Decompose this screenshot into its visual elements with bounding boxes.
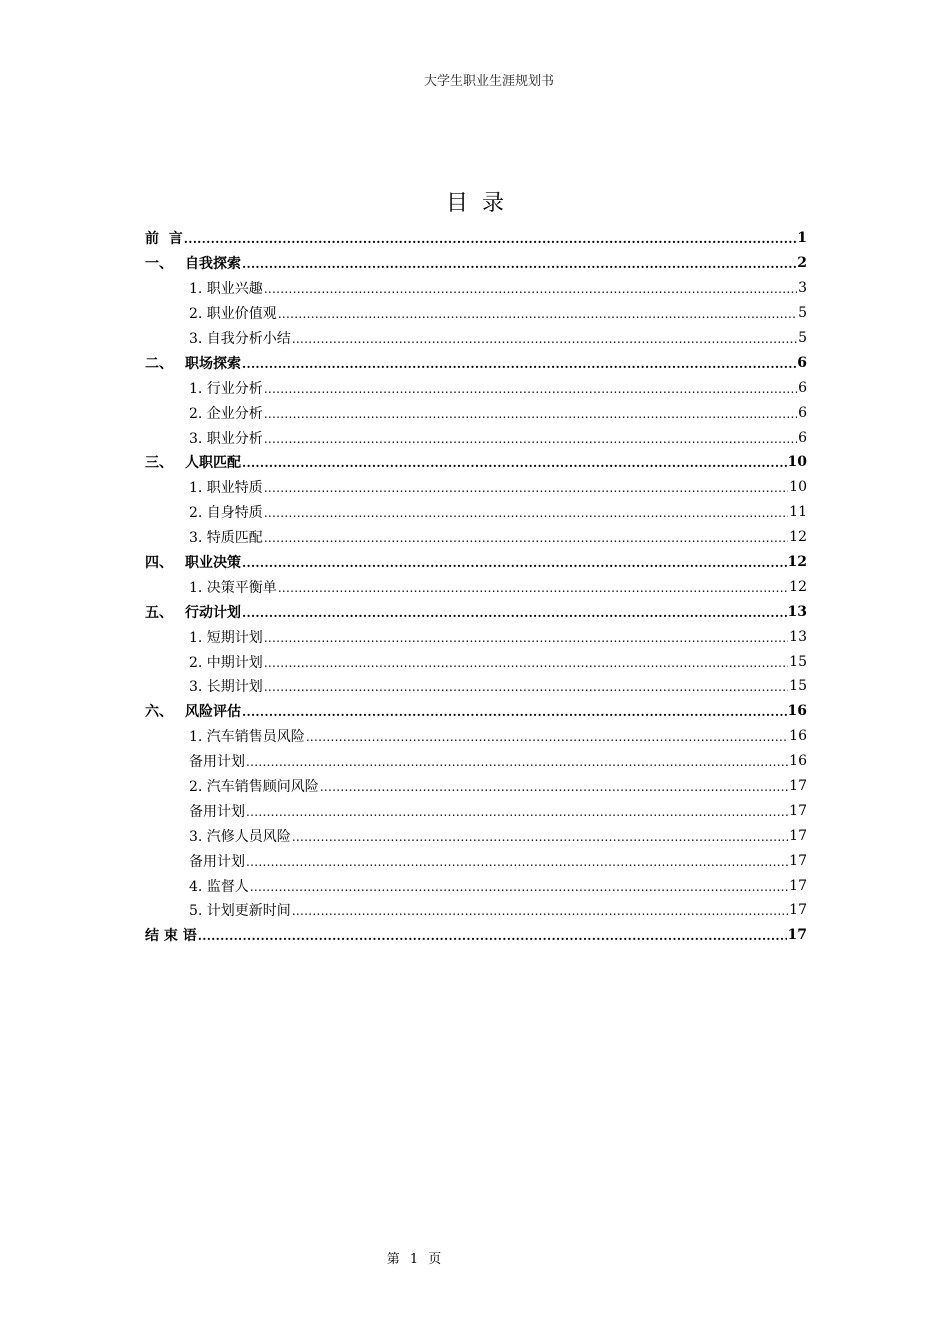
toc-entry-page: 3 <box>798 280 807 297</box>
toc-entry-page: 12 <box>787 554 807 571</box>
toc-dot-leader <box>242 357 796 371</box>
toc-entry[interactable] <box>145 226 807 251</box>
toc-entry-number: 六、 <box>145 704 173 721</box>
table-of-contents <box>145 226 807 948</box>
toc-entry-page: 6 <box>798 404 807 421</box>
toc-entry[interactable] <box>145 525 807 550</box>
toc-dot-leader <box>184 232 797 246</box>
toc-entry-number: 四、 <box>145 555 173 572</box>
toc-entry[interactable] <box>145 550 807 575</box>
toc-entry-page: 17 <box>787 927 807 944</box>
toc-entry-label: 2. 职业价值观 <box>189 306 277 323</box>
toc-dot-leader <box>292 904 788 918</box>
toc-entry[interactable] <box>145 823 807 848</box>
toc-entry[interactable] <box>145 425 807 450</box>
toc-dot-leader <box>242 606 787 620</box>
toc-dot-leader <box>242 456 787 470</box>
toc-entry-label: 1. 行业分析 <box>189 380 263 397</box>
toc-entry[interactable] <box>145 276 807 301</box>
toc-entry-page: 17 <box>789 877 807 894</box>
toc-dot-leader <box>306 730 788 744</box>
toc-entry-page: 10 <box>787 454 807 471</box>
toc-entry-page: 5 <box>798 330 807 346</box>
toc-entry-page: 17 <box>789 902 807 919</box>
toc-entry-label: 风险评估 <box>185 704 241 721</box>
toc-dot-leader <box>264 432 797 446</box>
toc-entry-page: 17 <box>789 802 807 819</box>
page-footer <box>0 1248 828 1267</box>
toc-entry-label: 2. 自身特质 <box>189 505 263 522</box>
toc-dot-leader <box>250 880 788 894</box>
toc-dot-leader <box>264 407 797 421</box>
toc-entry-page: 1 <box>797 230 807 247</box>
toc-entry-page: 2 <box>797 255 807 272</box>
toc-dot-leader <box>264 382 797 396</box>
toc-entry-label: 备用计划 <box>189 853 245 870</box>
toc-dot-leader <box>264 282 797 296</box>
toc-entry-label: 3. 特质匹配 <box>189 530 263 547</box>
toc-entry-label: 3. 职业分析 <box>189 430 263 447</box>
toc-entry[interactable] <box>145 375 807 400</box>
toc-entry-page: 15 <box>789 653 807 670</box>
toc-entry[interactable] <box>145 724 807 749</box>
toc-entry-label: 职业决策 <box>185 555 241 572</box>
toc-entry-label: 4. 监督人 <box>189 878 249 895</box>
toc-entry-number: 五、 <box>145 604 173 621</box>
toc-entry-label: 1. 职业特质 <box>189 480 263 497</box>
toc-entry-label: 2. 汽车销售顾问风险 <box>189 779 319 796</box>
toc-entry[interactable] <box>145 599 807 624</box>
footer-page-number: 1 <box>409 1252 419 1267</box>
toc-entry-page: 17 <box>789 778 807 795</box>
toc-entry-label: 2. 中期计划 <box>189 654 263 671</box>
toc-entry[interactable] <box>145 400 807 425</box>
toc-dot-leader <box>320 780 788 794</box>
toc-entry-page: 17 <box>789 827 807 844</box>
toc-entry-label: 前 言 <box>145 231 183 248</box>
toc-dot-leader <box>278 581 788 595</box>
toc-entry-page: 16 <box>789 753 807 770</box>
toc-entry-page: 13 <box>789 628 807 645</box>
toc-title: 目录 <box>445 191 518 216</box>
running-header: 大学生职业生涯规划书 <box>423 74 554 89</box>
footer-suffix: 页 <box>428 1252 442 1267</box>
toc-entry-page: 6 <box>798 429 807 446</box>
toc-dot-leader <box>242 556 787 570</box>
toc-entry[interactable] <box>145 251 807 276</box>
toc-entry[interactable] <box>145 848 807 873</box>
toc-dot-leader <box>278 307 797 321</box>
toc-entry-page: 12 <box>789 578 807 595</box>
toc-dot-leader <box>292 332 797 346</box>
toc-entry-label: 1. 短期计划 <box>189 629 263 646</box>
toc-dot-leader <box>264 631 788 645</box>
toc-entry[interactable] <box>145 898 807 923</box>
toc-dot-leader <box>242 705 787 719</box>
toc-entry-label: 备用计划 <box>189 754 245 771</box>
toc-entry-label: 1. 职业兴趣 <box>189 281 263 298</box>
toc-entry-label: 5. 计划更新时间 <box>189 903 291 920</box>
toc-entry-label: 备用计划 <box>189 803 245 820</box>
toc-entry-page: 11 <box>789 504 807 521</box>
toc-entry-page: 5 <box>798 305 807 322</box>
toc-entry[interactable] <box>145 699 807 724</box>
toc-entry-page: 15 <box>789 678 807 695</box>
toc-entry[interactable] <box>145 749 807 774</box>
toc-dot-leader <box>264 656 788 670</box>
toc-entry-label: 1. 汽车销售员风险 <box>189 729 305 746</box>
toc-entry-label: 3. 汽修人员风险 <box>189 828 291 845</box>
toc-dot-leader <box>246 855 788 869</box>
toc-entry-label: 自我探索 <box>185 256 241 273</box>
toc-entry-number: 三、 <box>145 455 173 472</box>
toc-entry-label: 2. 企业分析 <box>189 405 263 422</box>
toc-entry[interactable] <box>145 301 807 326</box>
toc-entry[interactable] <box>145 350 807 375</box>
toc-entry[interactable] <box>145 450 807 475</box>
toc-dot-leader <box>264 481 788 495</box>
toc-dot-leader <box>264 531 788 545</box>
toc-entry[interactable] <box>145 475 807 500</box>
toc-entry-page: 16 <box>787 703 807 720</box>
toc-entry[interactable] <box>145 500 807 525</box>
toc-entry[interactable] <box>145 923 807 948</box>
toc-entry[interactable] <box>145 873 807 898</box>
toc-entry-label: 行动计划 <box>185 604 241 621</box>
toc-dot-leader <box>264 506 788 520</box>
toc-dot-leader <box>264 680 788 694</box>
toc-entry-page: 6 <box>798 379 807 396</box>
toc-entry-page: 6 <box>797 354 807 371</box>
toc-entry-page: 10 <box>789 479 807 496</box>
toc-entry[interactable] <box>145 624 807 649</box>
toc-entry[interactable] <box>145 674 807 699</box>
toc-entry-label: 3. 长期计划 <box>189 679 263 696</box>
toc-entry[interactable] <box>145 798 807 823</box>
toc-entry[interactable] <box>145 574 807 599</box>
toc-dot-leader <box>198 929 787 943</box>
toc-dot-leader <box>242 257 796 271</box>
toc-entry-label: 3. 自我分析小结 <box>189 331 291 347</box>
toc-entry-label: 职场探索 <box>185 355 241 372</box>
footer-prefix: 第 <box>386 1252 400 1267</box>
toc-dot-leader <box>246 805 788 819</box>
toc-entry[interactable] <box>145 326 807 351</box>
toc-entry-number: 二、 <box>145 355 173 372</box>
toc-entry-label: 人职匹配 <box>185 455 241 472</box>
toc-entry-number: 一、 <box>145 256 173 273</box>
toc-entry[interactable] <box>145 649 807 674</box>
toc-entry-label: 结 束 语 <box>145 928 197 945</box>
toc-entry[interactable] <box>145 774 807 799</box>
toc-entry-page: 16 <box>789 728 807 745</box>
toc-entry-page: 13 <box>787 603 807 620</box>
toc-dot-leader <box>246 755 788 769</box>
toc-dot-leader <box>292 830 788 844</box>
toc-entry-page: 12 <box>789 529 807 546</box>
toc-entry-label: 1. 决策平衡单 <box>189 579 277 596</box>
toc-entry-page: 17 <box>789 852 807 869</box>
